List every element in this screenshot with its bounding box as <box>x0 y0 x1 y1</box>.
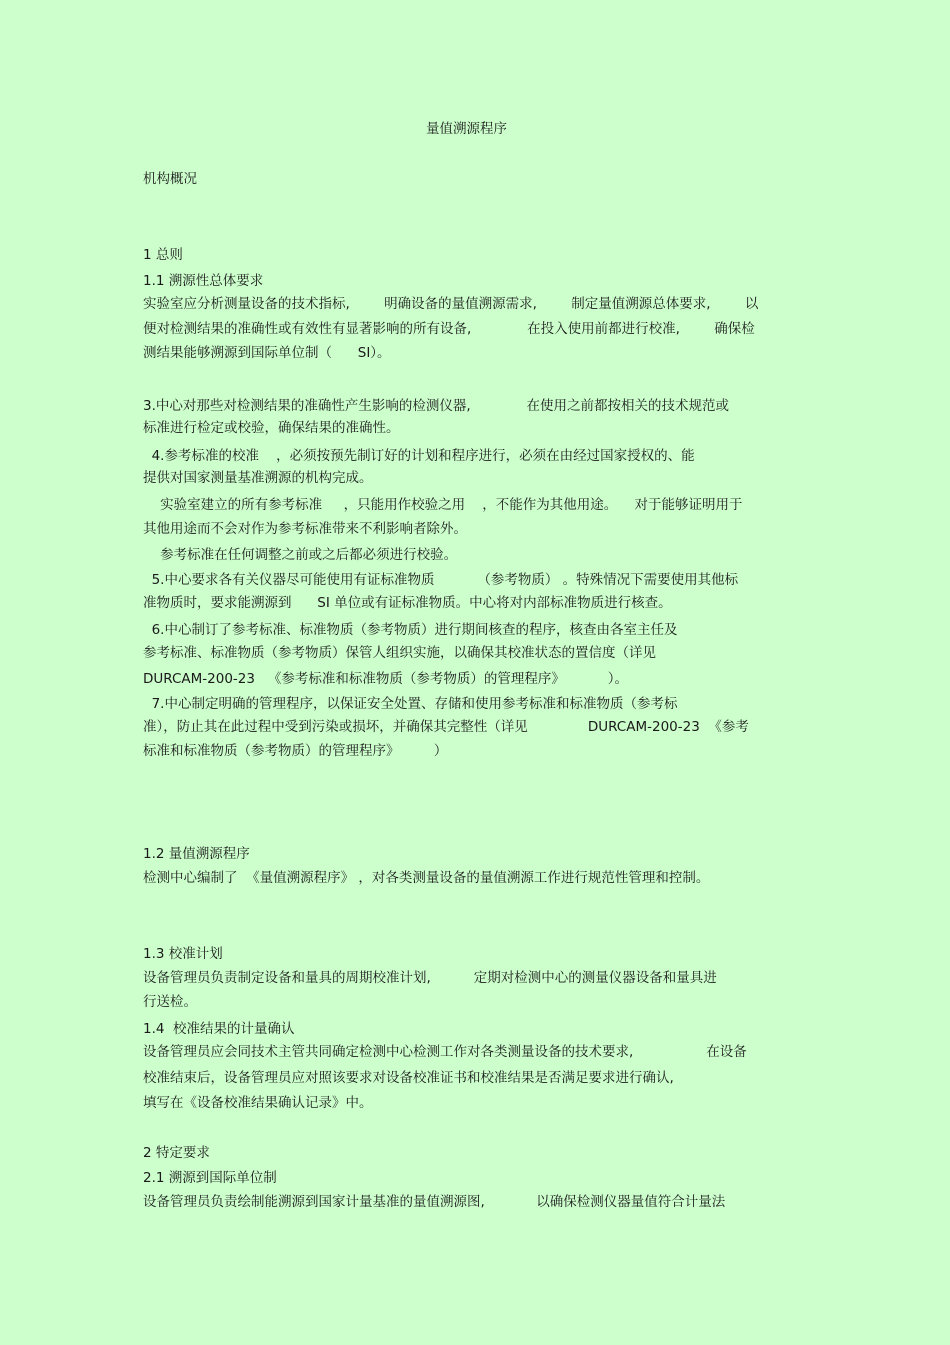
paragraph-line: 校准结束后，设备管理员应对照该要求对设备校准证书和校准结果是否满足要求进行确认, <box>143 1070 674 1086</box>
paragraph-line: 3.中心对那些对检测结果的准确性产生影响的检测仪器, 在使用之前都按相关的技术规范或 <box>143 398 729 414</box>
paragraph-line: 设备管理员负责绘制能溯源到国家计量基准的量值溯源图, 以确保检测仪器量值符合计量法 <box>143 1194 726 1210</box>
paragraph-line: 准物质时，要求能溯源到 SI 单位或有证标准物质。中心将对内部标准物质进行核查。 <box>143 595 672 611</box>
paragraph-line: 便对检测结果的准确性或有效性有显著影响的所有设备, 在投入使用前都进行校准, 确保检 <box>143 321 755 337</box>
paragraph-line: 准），防止其在此过程中受到污染或损坏，并确保其完整性（详见 DURCAM-200-23 《参考 <box>143 719 749 735</box>
paragraph-line: 检测中心编制了 《量值溯源程序》 ，对各类测量设备的量值溯源工作进行规范性管理和控制。 <box>143 870 710 886</box>
paragraph-line: 实验室应分析测量设备的技术指标, 明确设备的量值溯源需求, 制定量值溯源总体要求, 以 <box>143 296 759 312</box>
page-title: 量值溯源程序 <box>426 121 507 137</box>
section-1-3-heading: 1.3 校准计划 <box>143 946 223 962</box>
paragraph-line: 测结果能够溯源到国际单位制（ SI）。 <box>143 345 391 361</box>
section-1-heading: 1 总则 <box>143 247 183 263</box>
paragraph-line: 行送检。 <box>143 994 197 1010</box>
paragraph-line: 设备管理员负责制定设备和量具的周期校准计划, 定期对检测中心的测量仪器设备和量具进 <box>143 970 717 986</box>
section-1-2-heading: 1.2 量值溯源程序 <box>143 846 250 862</box>
section-1-1-heading: 1.1 溯源性总体要求 <box>143 273 264 289</box>
paragraph-line: 5.中心要求各有关仪器尽可能使用有证标准物质 （参考物质） 。特殊情况下需要使用其他标 <box>143 572 739 588</box>
paragraph-line: 参考标准、标准物质（参考物质）保管人组织实施，以确保其校准状态的置信度（详见 <box>143 645 656 661</box>
paragraph-line: 设备管理员应会同技术主管共同确定检测中心检测工作对各类测量设备的技术要求, 在设备 <box>143 1044 747 1060</box>
paragraph-line: 参考标准在任何调整之前或之后都必须进行校验。 <box>143 547 458 563</box>
paragraph-line: 6.中心制订了参考标准、标准物质（参考物质）进行期间核查的程序，核查由各室主任及 <box>143 622 678 638</box>
paragraph-line: 填写在《设备校准结果确认记录》中。 <box>143 1095 373 1111</box>
org-heading: 机构概况 <box>143 171 197 187</box>
paragraph-line: 其他用途而不会对作为参考标准带来不利影响者除外。 <box>143 521 467 537</box>
section-1-4-heading: 1.4 校准结果的计量确认 <box>143 1021 295 1037</box>
paragraph-line: 标准进行检定或校验，确保结果的准确性。 <box>143 420 400 436</box>
section-2-heading: 2 特定要求 <box>143 1145 210 1161</box>
paragraph-line: 标准和标准物质（参考物质）的管理程序》 ） <box>143 743 448 759</box>
paragraph-line: 7.中心制定明确的管理程序，以保证安全处置、存储和使用参考标准和标准物质（参考标 <box>143 696 678 712</box>
paragraph-line: 4.参考标准的校准 ，必须按预先制订好的计划和程序进行，必须在由经过国家授权的、能 <box>143 448 695 464</box>
paragraph-line: DURCAM-200-23 《参考标准和标准物质（参考物质）的管理程序》 ）。 <box>143 671 629 687</box>
paragraph-line: 提供对国家测量基准溯源的机构完成。 <box>143 470 373 486</box>
paragraph-line: 实验室建立的所有参考标准 ，只能用作校验之用 ，不能作为其他用途。 对于能够证明用于 <box>143 497 743 513</box>
section-2-1-heading: 2.1 溯源到国际单位制 <box>143 1170 277 1186</box>
